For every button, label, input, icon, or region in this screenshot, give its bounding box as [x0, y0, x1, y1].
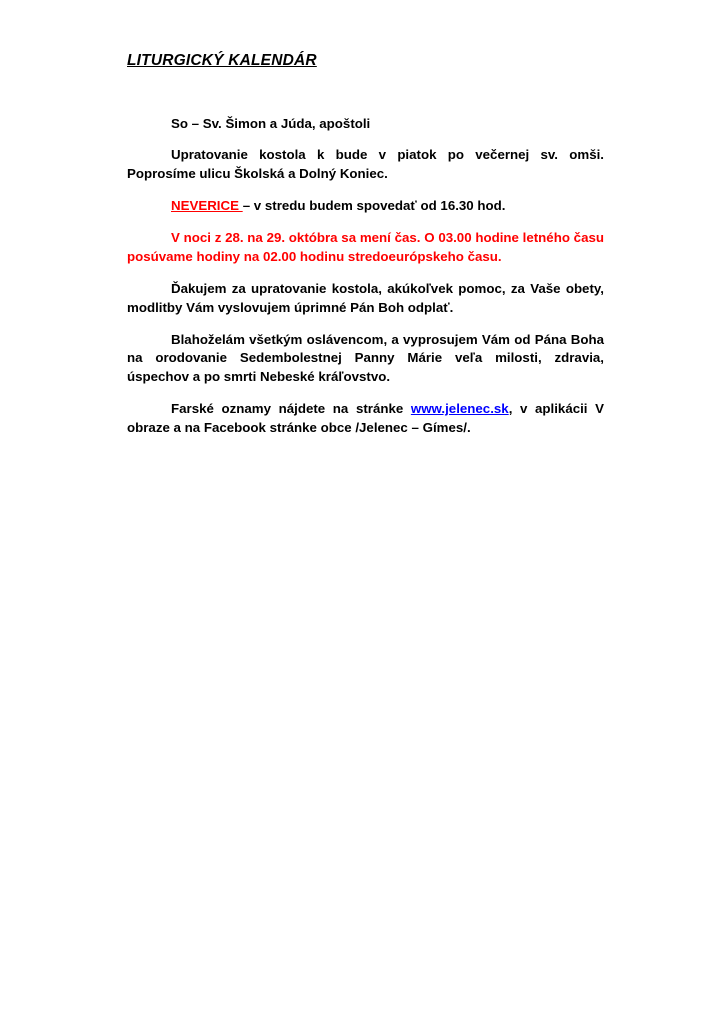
page-title: LITURGICKÝ KALENDÁR — [127, 52, 317, 69]
parish-website-link[interactable]: www.jelenec.sk — [410, 401, 509, 417]
paragraph-congratulations: Blahoželám všetkým oslávencom, a vyprosujem Vám od Pána Boha na orodovanie Sedembolestnej Panny Márie veľa milosti, zdravia, úspechov a po smrti Nebeské kráľovstvo. — [127, 331, 604, 385]
neverice-rest: – v stredu budem spovedať od 16.30 hod. — [242, 198, 506, 214]
paragraph-thanks: Ďakujem za upratovanie kostola, akúkoľvek pomoc, za Vaše obety, modlitby Vám vyslovujem úprimné Pán Boh odplať. — [127, 280, 604, 315]
paragraph-time-change: V noci z 28. na 29. októbra sa mení čas. O 03.00 hodine letného času posúvame hodiny na 02.00 hodinu stredoeurópskeho času. — [127, 230, 604, 264]
neverice-label: NEVERICE — [171, 198, 243, 214]
paragraph-announcements — [127, 400, 604, 438]
paragraph-cleaning-notice: Upratovanie kostola k bude v piatok po večernej sv. omši. Poprosíme ulicu Školská a Dolný Koniec. — [127, 147, 604, 182]
announcements-post-text: , v aplikácii V obraze a na Facebook stránke obce /Jelenec – Gímes/. — [127, 401, 604, 436]
announcements-pre-text: Farské oznamy nájdete na stránke — [171, 401, 411, 417]
title-spacer — [127, 71, 604, 115]
paragraph-saint-day: So – Sv. Šimon a Júda, apoštoli — [171, 115, 371, 131]
paragraph-neverice — [127, 197, 604, 216]
